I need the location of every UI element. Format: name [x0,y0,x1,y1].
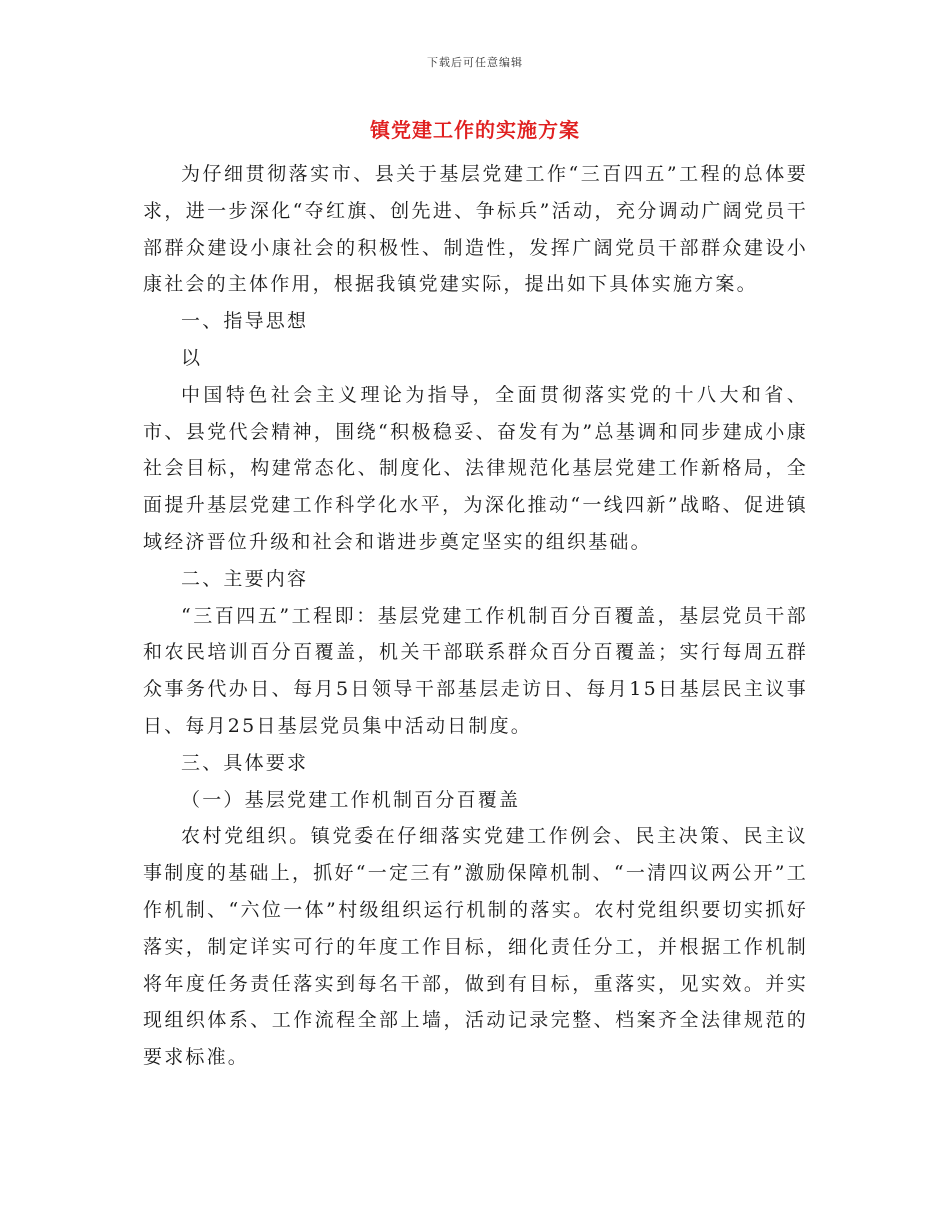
section-heading-requirements: 三、具体要求 [181,751,309,774]
document-title: 镇党建工作的实施方案 [370,118,580,142]
paragraph-main-content: “三百四五”工程即：基层党建工作机制百分百覆盖，基层党员干部和农民培训百分百覆盖，机关干部联系群众百分百覆盖；实行每周五群众事务代办日、每月5日领导干部基层走访日、每月15日基层民主议事日、每月25日基层党员集中活动日制度。 [143,604,808,737]
paragraph-guiding-ideology: 中国特色社会主义理论为指导，全面贯彻落实党的十八大和省、市、县党代会精神，围绕“积极稳妥、奋发有为”总基调和同步建成小康社会目标，构建常态化、制度化、法律规范化基层党建工作新格局，全面提升基层党建工作科学化水平，为深化推动“一线四新”战略、促进镇域经济晋位升级和社会和谐进步奠定坚实的组织基础。 [143,383,808,553]
header-note: 下载后可任意编辑 [427,56,523,69]
section-heading-guiding-ideology: 一、指导思想 [181,310,309,333]
section-heading-main-content: 二、主要内容 [181,567,309,590]
subsection-heading-mechanism: （一）基层党建工作机制百分百覆盖 [181,788,521,811]
paragraph-rural-party: 农村党组织。镇党委在仔细落实党建工作例会、民主决策、民主议事制度的基础上，抓好“一定三有”激励保障机制、“一清四议两公开”工作机制、“六位一体”村级组织运行机制的落实。农村党组织要切实抓好落实，制定详实可行的年度工作目标，细化责任分工，并根据工作机制将年度任务责任落实到每名干部，做到有目标，重落实，见实效。并实现组织体系、工作流程全部上墙，活动记录完整、档案齐全法律规范的要求标准。 [143,825,808,1069]
document-body [143,156,808,1076]
paragraph-fragment: 以 [181,346,203,369]
paragraph-intro: 为仔细贯彻落实市、县关于基层党建工作“三百四五”工程的总体要求，进一步深化“夺红旗、创先进、争标兵”活动，充分调动广阔党员干部群众建设小康社会的积极性、制造性，发挥广阔党员干部群众建设小康社会的主体作用，根据我镇党建实际，提出如下具体实施方案。 [143,163,808,296]
